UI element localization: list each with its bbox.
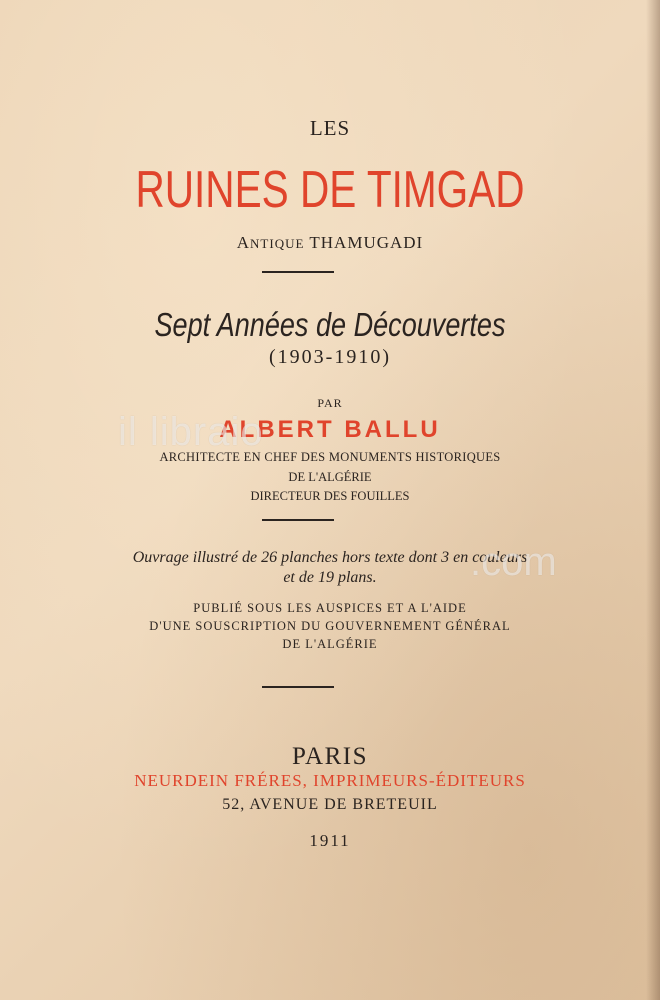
title-prefix: LES (309, 116, 351, 140)
author-role-line-1: ARCHITECTE EN CHEF DES MONUMENTS HISTORIQUES (159, 450, 501, 464)
publisher-name: NEURDEIN FRÉRES, IMPRIMEURS-ÉDITEURS (134, 771, 526, 790)
book-subtitle: Sept Années de Découvertes (154, 306, 506, 343)
book-title: RUINES DE TIMGAD (135, 161, 525, 219)
author-role-line-2: DE L'ALGÉRIE (288, 470, 372, 484)
illustration-note-line-2: et de 19 plans. (283, 569, 377, 586)
author-name: ALBERT BALLU (219, 416, 441, 443)
watermark-left: il libraio (118, 410, 264, 454)
divider-rule-1 (262, 271, 334, 273)
publication-city: PARIS (291, 743, 369, 770)
watermark-right: .com (470, 540, 557, 584)
ancient-name-initial: A (236, 233, 251, 252)
ancient-name-smallcaps: NTIQUE (250, 236, 305, 251)
ancient-name (0, 233, 660, 253)
patronage-line-1: PUBLIÉ SOUS LES AUSPICES ET A L'AIDE (193, 601, 467, 615)
publisher-address: 52, AVENUE DE BRETEUIL (222, 796, 438, 813)
author-role-line-3: DIRECTEUR DES FOUILLES (250, 489, 410, 503)
patronage-line-2: D'UNE SOUSCRIPTION DU GOUVERNEMENT GÉNÉRAL (149, 619, 511, 633)
patronage-line-3: DE L'ALGÉRIE (282, 637, 378, 651)
by-label: PAR (317, 396, 343, 410)
divider-rule-3 (262, 686, 334, 688)
ancient-name-city: THAMUGADI (309, 233, 424, 252)
divider-rule-2 (262, 519, 334, 521)
publication-year: 1911 (309, 831, 351, 850)
illustration-note-line-1: Ouvrage illustré de 26 planches hors texte dont 3 en couleurs (132, 549, 528, 566)
date-range: (1903-1910) (269, 346, 391, 368)
